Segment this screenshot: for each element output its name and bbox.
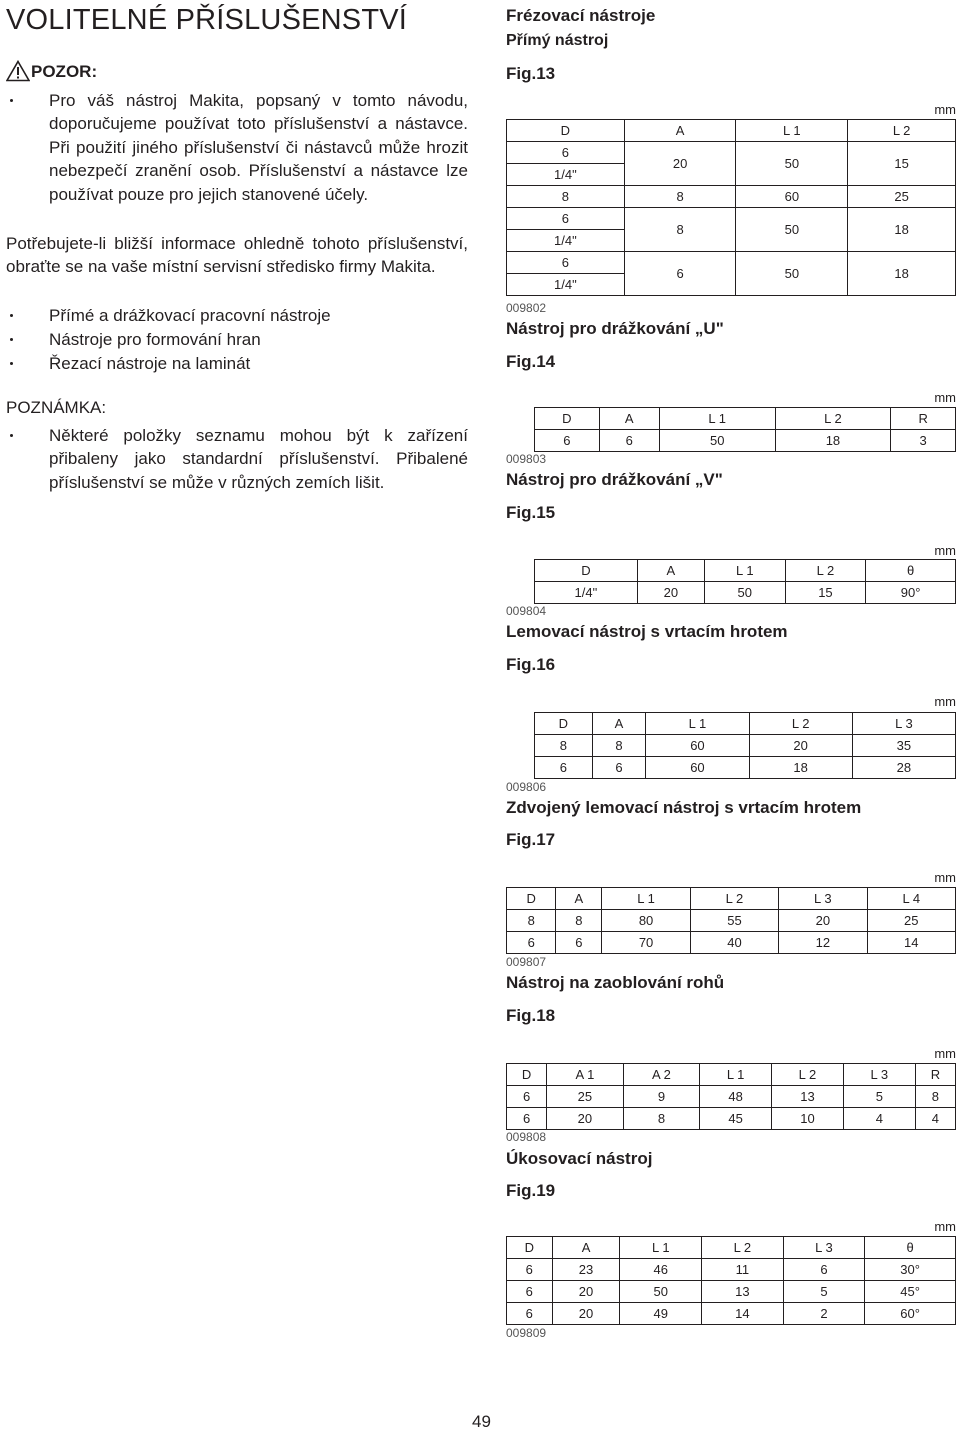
table-row bbox=[507, 1086, 956, 1108]
fig-label: Fig.13 bbox=[506, 64, 556, 83]
table-row bbox=[535, 735, 956, 757]
table-row bbox=[507, 142, 956, 164]
warning-triangle-icon bbox=[6, 60, 30, 82]
table-row bbox=[507, 1303, 956, 1325]
table-header: L 2 bbox=[749, 713, 852, 735]
table-cell: 13 bbox=[702, 1281, 784, 1303]
unit-label: mm bbox=[934, 1219, 956, 1234]
table-cell: 10 bbox=[772, 1108, 844, 1130]
table-cell: 60 bbox=[646, 735, 749, 757]
table-cell: 3 bbox=[891, 430, 956, 452]
spec-table bbox=[534, 407, 956, 452]
bullet-dot bbox=[10, 99, 13, 102]
section-title: Lemovací nástroj s vrtacím hrotem bbox=[506, 622, 788, 641]
table-cell: 55 bbox=[690, 910, 778, 932]
table-cell: 4 bbox=[915, 1108, 955, 1130]
table-cell: 20 bbox=[779, 910, 867, 932]
table-cell: 5 bbox=[843, 1086, 915, 1108]
unit-label: mm bbox=[934, 102, 956, 117]
table-header: L 1 bbox=[704, 560, 785, 582]
table-cell: 48 bbox=[700, 1086, 772, 1108]
table-row bbox=[507, 1281, 956, 1303]
section-title: Nástroj na zaoblování rohů bbox=[506, 973, 725, 992]
table-header-row bbox=[535, 713, 956, 735]
table-row bbox=[507, 252, 956, 274]
table-cell: 18 bbox=[775, 430, 891, 452]
table-cell: 25 bbox=[547, 1086, 624, 1108]
table-cell: 20 bbox=[552, 1281, 620, 1303]
table-header: A bbox=[552, 1237, 620, 1259]
table-header: L 1 bbox=[700, 1064, 772, 1086]
table-header: L 3 bbox=[779, 888, 867, 910]
table-header: L 2 bbox=[785, 560, 866, 582]
unit-label: mm bbox=[934, 390, 956, 405]
table-cell: 6 bbox=[507, 1303, 553, 1325]
table-header: D bbox=[507, 1064, 547, 1086]
spec-table bbox=[506, 1063, 956, 1130]
table-cell: 6 bbox=[783, 1259, 865, 1281]
table-header: D bbox=[535, 560, 638, 582]
table-cell: 18 bbox=[749, 757, 852, 779]
table-header: A bbox=[599, 408, 659, 430]
table-header: L 3 bbox=[843, 1064, 915, 1086]
caution-list-item-text: Nástroje pro formování hran bbox=[49, 330, 261, 349]
bullet-dot bbox=[10, 338, 13, 341]
table-cell: 14 bbox=[702, 1303, 784, 1325]
table-cell: 18 bbox=[848, 208, 956, 252]
table-cell: 90° bbox=[866, 582, 956, 604]
table-header: A 2 bbox=[623, 1064, 700, 1086]
table-header: L 1 bbox=[602, 888, 690, 910]
table-header: D bbox=[507, 1237, 553, 1259]
section-title: Zdvojený lemovací nástroj s vrtacím hrotem bbox=[506, 798, 862, 817]
table-cell: 6 bbox=[507, 932, 556, 954]
table-header: L 3 bbox=[783, 1237, 865, 1259]
table-header: D bbox=[535, 713, 593, 735]
table-cell: 30° bbox=[865, 1259, 956, 1281]
table-cell: 6 bbox=[507, 142, 625, 164]
table-cell: 20 bbox=[552, 1303, 620, 1325]
table-header: L 1 bbox=[659, 408, 775, 430]
table-cell: 13 bbox=[772, 1086, 844, 1108]
spec-table bbox=[506, 1236, 956, 1325]
caution-list-item-text: Řezací nástroje na laminát bbox=[49, 354, 251, 373]
table-cell: 6 bbox=[535, 757, 593, 779]
section-title: Přímý nástroj bbox=[506, 32, 609, 49]
caution-list-item bbox=[6, 352, 468, 375]
table-header: L 2 bbox=[702, 1237, 784, 1259]
table-row bbox=[507, 186, 956, 208]
table-cell: 4 bbox=[843, 1108, 915, 1130]
table-cell: 8 bbox=[623, 1108, 700, 1130]
table-cell: 1/4" bbox=[535, 582, 638, 604]
table-cell: 5 bbox=[783, 1281, 865, 1303]
table-cell: 6 bbox=[507, 1281, 553, 1303]
table-row bbox=[507, 910, 956, 932]
table-cell: 8 bbox=[592, 735, 646, 757]
table-cell: 8 bbox=[624, 186, 736, 208]
table-cell: 6 bbox=[507, 208, 625, 230]
table-cell: 50 bbox=[736, 142, 848, 186]
caution-list-item bbox=[6, 328, 468, 351]
table-header: θ bbox=[865, 1237, 956, 1259]
figure-code: 009803 bbox=[506, 452, 547, 466]
table-cell: 6 bbox=[599, 430, 659, 452]
table-cell: 6 bbox=[535, 430, 600, 452]
caution-list-item-text: Přímé a drážkovací pracovní nástroje bbox=[49, 306, 331, 325]
fig-label: Fig.19 bbox=[506, 1181, 556, 1200]
figure-code: 009802 bbox=[506, 301, 547, 315]
table-cell: 6 bbox=[507, 252, 625, 274]
table-cell: 8 bbox=[507, 910, 556, 932]
table-cell: 6 bbox=[556, 932, 602, 954]
table-cell: 20 bbox=[624, 142, 736, 186]
table-header: A bbox=[592, 713, 646, 735]
table-header: D bbox=[507, 120, 625, 142]
table-cell: 2 bbox=[783, 1303, 865, 1325]
table-cell: 15 bbox=[848, 142, 956, 186]
table-header-row bbox=[507, 888, 956, 910]
table-cell: 60 bbox=[646, 757, 749, 779]
table-row bbox=[535, 757, 956, 779]
table-cell: 80 bbox=[602, 910, 690, 932]
figure-code: 009804 bbox=[506, 604, 547, 618]
table-cell: 8 bbox=[915, 1086, 955, 1108]
table-cell: 15 bbox=[785, 582, 866, 604]
figure-code: 009809 bbox=[506, 1326, 547, 1340]
table-header: L 2 bbox=[690, 888, 778, 910]
table-cell: 49 bbox=[620, 1303, 702, 1325]
table-cell: 35 bbox=[852, 735, 955, 757]
caution-heading-text: POZOR: bbox=[31, 62, 98, 81]
table-cell: 50 bbox=[704, 582, 785, 604]
table-header-row bbox=[507, 1064, 956, 1086]
bullet-dot bbox=[10, 434, 13, 437]
table-header: L 2 bbox=[848, 120, 956, 142]
table-cell: 50 bbox=[736, 208, 848, 252]
fig-label: Fig.18 bbox=[506, 1006, 556, 1025]
figure-code: 009807 bbox=[506, 955, 547, 969]
table-row bbox=[535, 582, 956, 604]
spec-table bbox=[534, 712, 956, 779]
table-cell: 50 bbox=[620, 1281, 702, 1303]
table-header: D bbox=[535, 408, 600, 430]
unit-label: mm bbox=[934, 1046, 956, 1061]
table-header-row bbox=[507, 1237, 956, 1259]
section-title: Nástroj pro drážkování „U" bbox=[506, 319, 724, 338]
table-row bbox=[535, 430, 956, 452]
table-row bbox=[507, 1259, 956, 1281]
table-header-row bbox=[507, 120, 956, 142]
table-header: θ bbox=[866, 560, 956, 582]
table-cell: 1/4" bbox=[507, 230, 625, 252]
table-header: A bbox=[637, 560, 704, 582]
table-cell: 45 bbox=[700, 1108, 772, 1130]
table-cell: 9 bbox=[623, 1086, 700, 1108]
section-title: Úkosovací nástroj bbox=[506, 1149, 653, 1168]
fig-label: Fig.17 bbox=[506, 830, 556, 849]
table-cell: 1/4" bbox=[507, 164, 625, 186]
table-header: L 2 bbox=[775, 408, 891, 430]
table-cell: 23 bbox=[552, 1259, 620, 1281]
caution-paragraph: Potřebujete-li bližší informace ohledně tohoto příslušenství, obraťte se na vaše místní servisní středisko firmy Makita. bbox=[6, 234, 468, 277]
table-header: A bbox=[556, 888, 602, 910]
table-cell: 45° bbox=[865, 1281, 956, 1303]
unit-label: mm bbox=[934, 543, 956, 558]
section-title: Nástroj pro drážkování „V" bbox=[506, 470, 723, 489]
figure-code: 009806 bbox=[506, 780, 547, 794]
table-cell: 8 bbox=[535, 735, 593, 757]
page-number: 49 bbox=[472, 1412, 491, 1431]
table-header: L 1 bbox=[736, 120, 848, 142]
table-header: L 4 bbox=[867, 888, 955, 910]
table-cell: 6 bbox=[592, 757, 646, 779]
table-header: L 1 bbox=[620, 1237, 702, 1259]
table-cell: 25 bbox=[867, 910, 955, 932]
table-cell: 46 bbox=[620, 1259, 702, 1281]
table-cell: 60 bbox=[736, 186, 848, 208]
table-cell: 12 bbox=[779, 932, 867, 954]
table-cell: 25 bbox=[848, 186, 956, 208]
caution-bullet bbox=[6, 89, 468, 206]
table-cell: 6 bbox=[507, 1086, 547, 1108]
table-cell: 60° bbox=[865, 1303, 956, 1325]
table-cell: 6 bbox=[624, 252, 736, 296]
bullet-dot bbox=[10, 362, 13, 365]
table-cell: 40 bbox=[690, 932, 778, 954]
table-cell: 8 bbox=[624, 208, 736, 252]
table-cell: 28 bbox=[852, 757, 955, 779]
table-row bbox=[507, 208, 956, 230]
fig-label: Fig.16 bbox=[506, 655, 556, 674]
table-cell: 8 bbox=[556, 910, 602, 932]
table-header: L 2 bbox=[772, 1064, 844, 1086]
caution-bullet-text: Pro váš nástroj Makita, popsaný v tomto návodu, doporučujeme používat toto příslušenství a nástavce. Při použití jiného příslušenství či nástavců může hrozit nebezpečí zranění osob. Příslušenství a nástavce lze používat pouze pro jejich stanovené účely. bbox=[49, 91, 468, 204]
table-row bbox=[507, 932, 956, 954]
table-cell: 11 bbox=[702, 1259, 784, 1281]
table-header: D bbox=[507, 888, 556, 910]
bullet-dot bbox=[10, 314, 13, 317]
table-header: A 1 bbox=[547, 1064, 624, 1086]
spec-table bbox=[506, 119, 956, 296]
caution-list-item bbox=[6, 304, 468, 327]
caution-heading bbox=[6, 60, 97, 82]
note-bullet bbox=[6, 424, 468, 494]
table-header: R bbox=[891, 408, 956, 430]
note-bullet-text: Některé položky seznamu mohou být k zařízení přibaleny jako standardní příslušenství. Přibalené příslušenství se může v různých zemích lišit. bbox=[49, 426, 468, 492]
unit-label: mm bbox=[934, 694, 956, 709]
table-cell: 18 bbox=[848, 252, 956, 296]
table-header-row bbox=[535, 560, 956, 582]
table-cell: 20 bbox=[547, 1108, 624, 1130]
table-cell: 70 bbox=[602, 932, 690, 954]
table-cell: 14 bbox=[867, 932, 955, 954]
figure-code: 009808 bbox=[506, 1130, 547, 1144]
note-heading: POZNÁMKA: bbox=[6, 398, 107, 417]
table-cell: 20 bbox=[749, 735, 852, 757]
table-row bbox=[507, 1108, 956, 1130]
table-cell: 6 bbox=[507, 1108, 547, 1130]
fig-label: Fig.14 bbox=[506, 352, 556, 371]
table-cell: 6 bbox=[507, 1259, 553, 1281]
table-cell: 50 bbox=[659, 430, 775, 452]
table-header: L 3 bbox=[852, 713, 955, 735]
page-title: VOLITELNÉ PŘÍSLUŠENSTVÍ bbox=[6, 4, 408, 36]
table-cell: 1/4" bbox=[507, 274, 625, 296]
spec-table bbox=[534, 559, 956, 604]
section-title: Frézovací nástroje bbox=[506, 6, 656, 25]
table-cell: 20 bbox=[637, 582, 704, 604]
table-cell: 8 bbox=[507, 186, 625, 208]
spec-table bbox=[506, 887, 956, 954]
table-header-row bbox=[535, 408, 956, 430]
table-cell: 50 bbox=[736, 252, 848, 296]
table-header: R bbox=[915, 1064, 955, 1086]
table-header: A bbox=[624, 120, 736, 142]
fig-label: Fig.15 bbox=[506, 503, 556, 522]
table-header: L 1 bbox=[646, 713, 749, 735]
unit-label: mm bbox=[934, 870, 956, 885]
